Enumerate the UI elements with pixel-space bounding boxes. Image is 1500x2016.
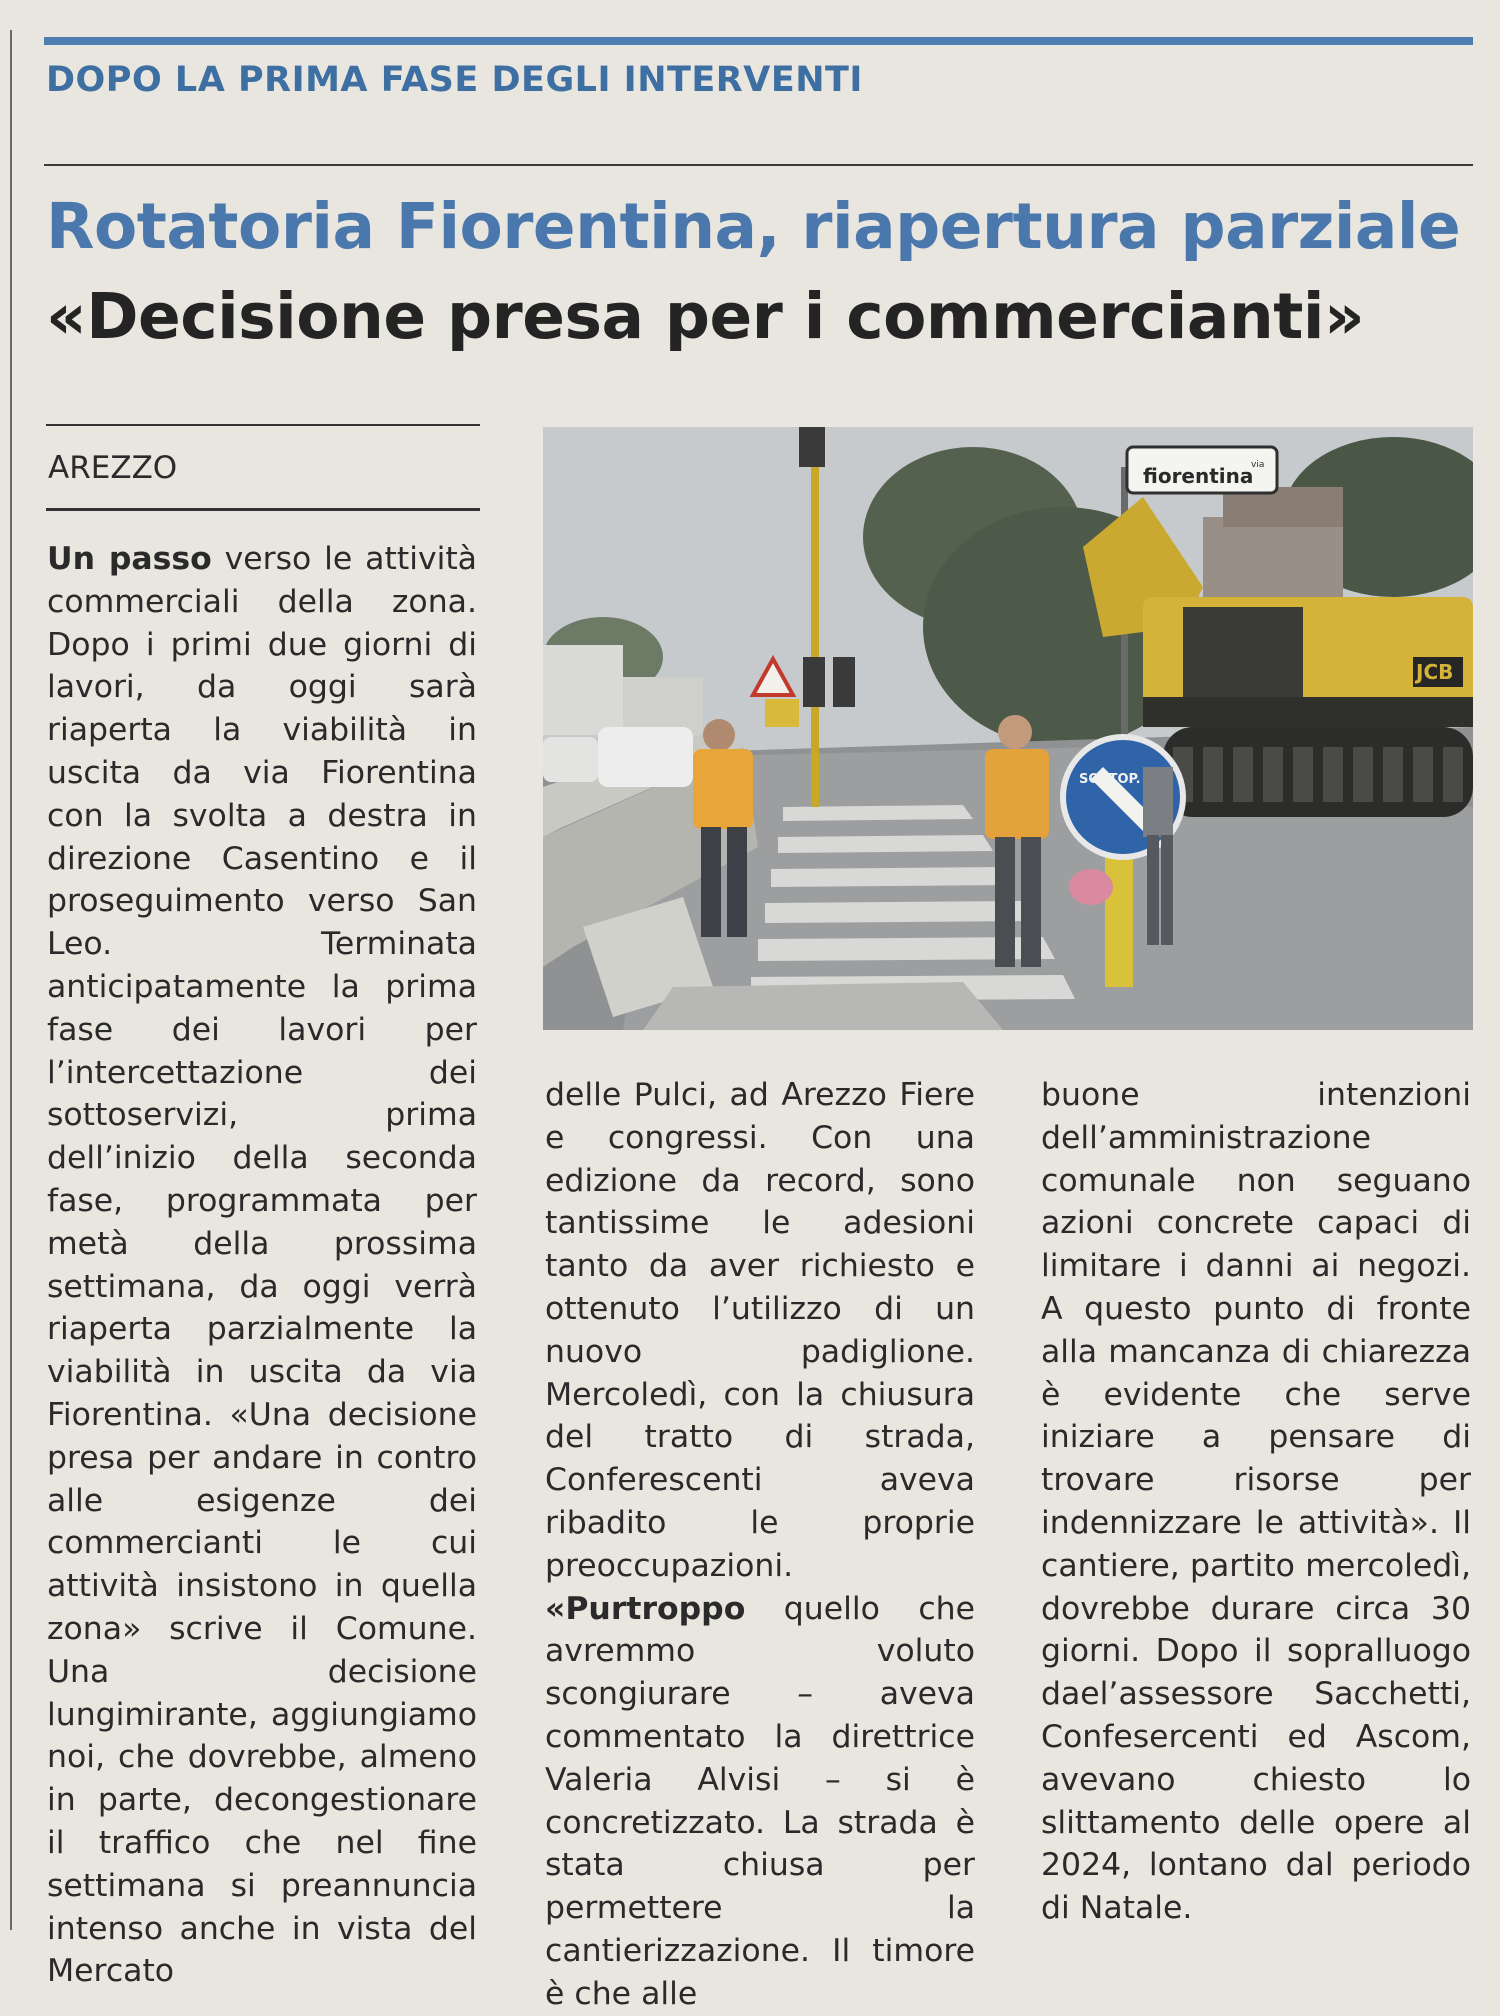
article-column-1 xyxy=(47,538,477,1993)
article-lead: Un passo xyxy=(47,541,212,577)
street-sign-text: fiorentina xyxy=(1143,464,1254,488)
headline: Rotatoria Fiorentina, riapertura parziale xyxy=(46,190,1461,263)
dateline: AREZZO xyxy=(48,450,178,486)
article-column-2 xyxy=(545,1074,975,2016)
column-2-text-2: quello che avremmo voluto scongiurare – aveva commentato la direttrice Valeria Alvisi – si è concretizzato. La strada è stata chiusa per permettere la cantierizzazione. Il timore è che alle xyxy=(545,1590,975,2012)
street-sign-prefix: via xyxy=(1251,460,1265,470)
kicker: DOPO LA PRIMA FASE DEGLI INTERVENTI xyxy=(46,60,863,100)
page-left-rule xyxy=(10,30,12,1930)
column-1-text: verso le attività commerciali della zona. Dopo i primi due giorni di lavori, da oggi sarà riaperta la viabilità in uscita da via Fiorentina con la svolta a destra in direzione Casentino e il proseguimento verso San Leo. Terminata anticipatamente la prima fase dei lavori per l’intercettazione dei sottoservizi, prima dell’inizio della seconda fase, programmata per metà della prossima settimana, da oggi verrà riaperta parzialmente la viabilità in uscita da via Fiorentina. «Una decisione presa per andare in contro alle esigenze dei commercianti le cui attività insistono in quella zona» scrive il Comune. Una decisione lungimirante, aggiungiamo noi, che dovrebbe, almeno in parte, decongestionare il traffico che nel fine settimana si preannuncia intenso anche in vista del Mercato xyxy=(47,541,477,1990)
kicker-divider xyxy=(44,164,1473,166)
dateline-top-rule xyxy=(46,424,480,426)
dateline-bottom-rule xyxy=(46,508,480,511)
column-2-text: delle Pulci, ad Arezzo Fiere e congressi. Con una edizione da record, sono tantissime le adesioni tanto da aver richiesto e ottenuto l’utilizzo di un nuovo padiglione. Mercoledì, con la chiusura del tratto di strada, Conferescenti aveva ribadito le proprie preoccupazioni. xyxy=(545,1077,975,1584)
article-photo xyxy=(543,427,1473,1030)
excavator-brand: JCB xyxy=(1416,660,1454,684)
blue-sign-text: SOTTOP. xyxy=(1079,772,1141,787)
column-3-text: buone intenzioni dell’amministrazione comunale non seguano azioni concrete capaci di limitare i danni ai negozi. A questo punto di fronte alla mancanza di chiarezza è evidente che serve iniziare a pensare di trovare risorse per indennizzare le attività». Il cantiere, partito mercoledì, dovrebbe durare circa 30 giorni. Dopo il sopralluogo dael’assessore Sacchetti, Confesercenti ed Ascom, avevano chiesto lo slittamento delle opere al 2024, lontano dal periodo di Natale. xyxy=(1041,1077,1471,1927)
section-top-rule xyxy=(44,37,1473,45)
subheadline: «Decisione presa per i commercianti» xyxy=(46,280,1365,353)
article-column-3 xyxy=(1041,1074,1471,1930)
column-2-lead: «Purtroppo xyxy=(545,1590,746,1627)
